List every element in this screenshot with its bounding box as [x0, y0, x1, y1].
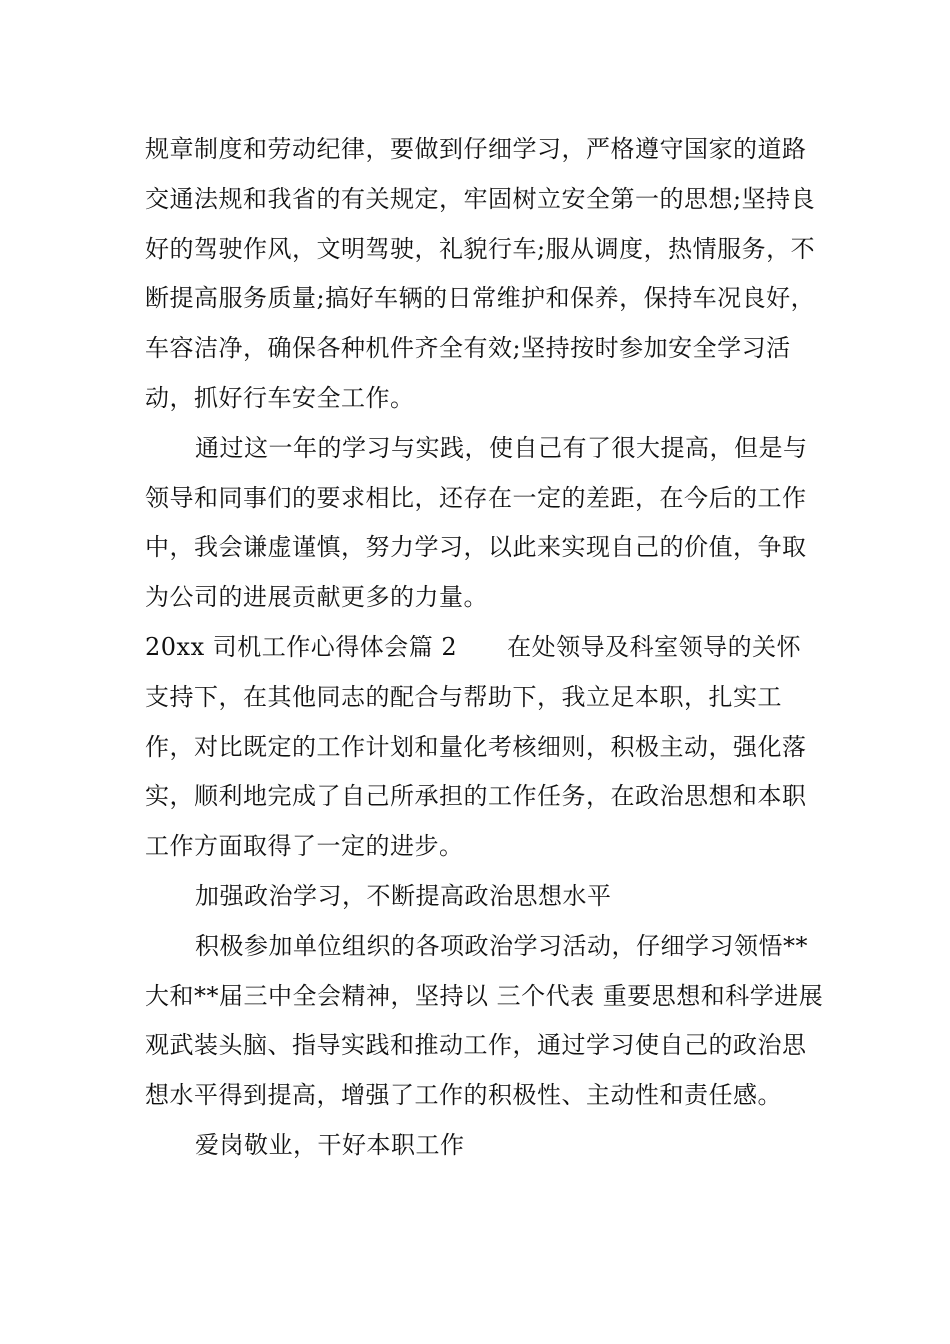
- subheading-1: 加强政治学习，不断提高政治思想水平: [195, 881, 612, 910]
- paragraph-4: 积极参加单位组织的各项政治学习活动，仔细学习领悟**大和**届三中全会精神，坚持以 三个代表 重要思想和科学进展观武装头脑、指导实践和推动工作，通过学习使自己的政治思想水平得到提高，增强了工作的积极性、主动性和责任感。: [145, 931, 824, 1110]
- section-title: 20xx 司机工作心得体会篇 2: [145, 632, 458, 661]
- document-body: [145, 125, 825, 1171]
- paragraph-3: [145, 623, 825, 872]
- paragraph-2: 通过这一年的学习与实践，使自己有了很大提高，但是与领导和同事们的要求相比，还存在一定的差距，在今后的工作中，我会谦虚谨慎，努力学习，以此来实现自己的价值，争取为公司的进展贡献更多的力量。: [145, 433, 808, 612]
- subheading-2: 爱岗敬业，干好本职工作: [195, 1130, 465, 1159]
- paragraph-1: 规章制度和劳动纪律，要做到仔细学习，严格遵守国家的道路交通法规和我省的有关规定，牢固树立安全第一的思想;坚持良好的驾驶作风，文明驾驶，礼貌行车;服从调度，热情服务，不断提高服务质量;搞好车辆的日常维护和保养，保持车况良好，车容洁净，确保各种机件齐全有效;坚持按时参加安全学习活动，抓好行车安全工作。: [145, 135, 816, 412]
- paragraph-3-text: 在处领导及科室领导的关怀支持下，在其他同志的配合与帮助下，我立足本职，扎实工作，对比既定的工作计划和量化考核细则，积极主动，强化落实，顺利地完成了自己所承担的工作任务，在政治思想和本职工作方面取得了一定的进步。: [145, 632, 807, 861]
